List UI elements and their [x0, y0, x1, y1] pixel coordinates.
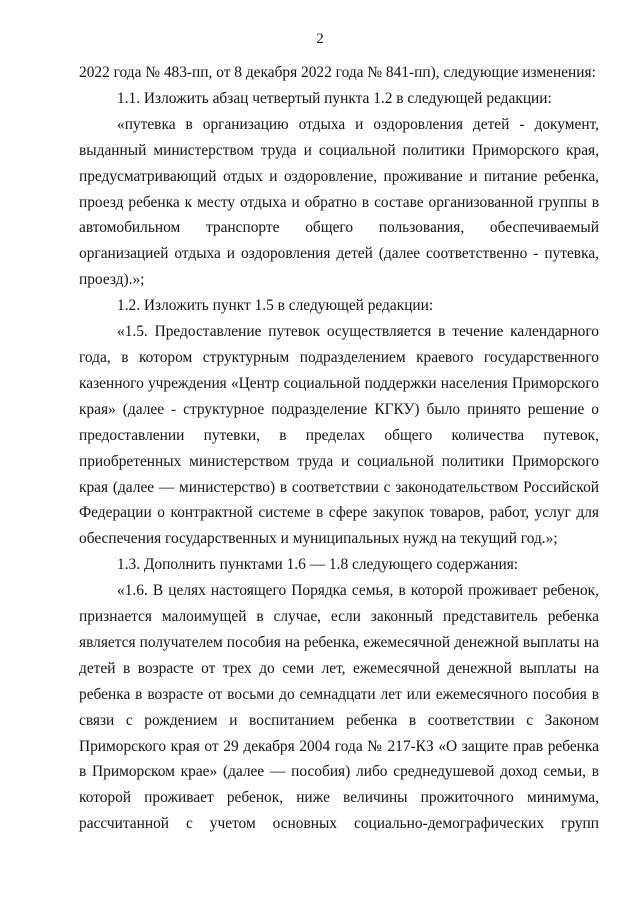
document-body — [79, 60, 599, 837]
paragraph-continuation: 2022 года № 483-пп, от 8 декабря 2022 года № 841-пп), следующие изменения: — [79, 64, 596, 81]
paragraph-item-1-2: 1.2. Изложить пункт 1.5 в следующей редакции: — [117, 297, 434, 315]
paragraph-item-1-1: 1.1. Изложить абзац четвертый пункта 1.2 в следующей редакции: — [117, 89, 552, 107]
page-number: 2 — [316, 31, 324, 47]
paragraph-quote-1-6: «1.6. В целях настоящего Порядка семья, в которой проживает ребенок, признается малоимущей в случае, если законный представитель ребенка является получателем пособия на ребенка, ежемесячной денежной выплаты на детей в возрасте от трех до семи лет, ежемесячной денежной выплаты на ребенка в возрасте от восьми до семнадцати лет или ежемесячного пособия в связи с рождением и воспитанием ребенка в соответствии с Законом Приморского края от 29 декабря 2004 года № 217-КЗ «О защите прав ребенка в Приморском крае» (далее — пособия) либо среднедушевой доход семьи, в которой проживает ребенок, ниже величины прожиточного минимума, рассчитанной с учетом основных социально-демографических групп — [79, 582, 599, 833]
paragraph-item-1-3: 1.3. Дополнить пунктами 1.6 — 1.8 следующего содержания: — [117, 556, 519, 574]
paragraph-quote-1-5: «1.5. Предоставление путевок осуществляется в течение календарного года, в котором структурным подразделением краевого государственного казенного учреждения «Центр социальной поддержки населения Приморского края» (далее - структурное подразделение КГКУ) было принято решение о предоставлении путевки, в пределах общего количества путевок, приобретенных министерством труда и социальной политики Приморского края (далее — министерство) в соответствии с законодательством Российской Федерации о контрактной системе в сфере закупок товаров, работ, услуг для обеспечения государственных и муниципальных нужд на текущий год.»; — [79, 323, 599, 548]
paragraph-quote-voucher-definition: «путевка в организацию отдыха и оздоровления детей - документ, выданный министерством труда и социальной политики Приморского края, предусматривающий отдых и оздоровление, проживание и питание ребенка, проезд ребенка к месту отдыха и обратно в составе организованной группы в автомобильном транспорте общего пользования, обеспечиваемый организацией отдыха и оздоровления детей (далее соответственно - путевка, проезд).»; — [79, 115, 599, 289]
